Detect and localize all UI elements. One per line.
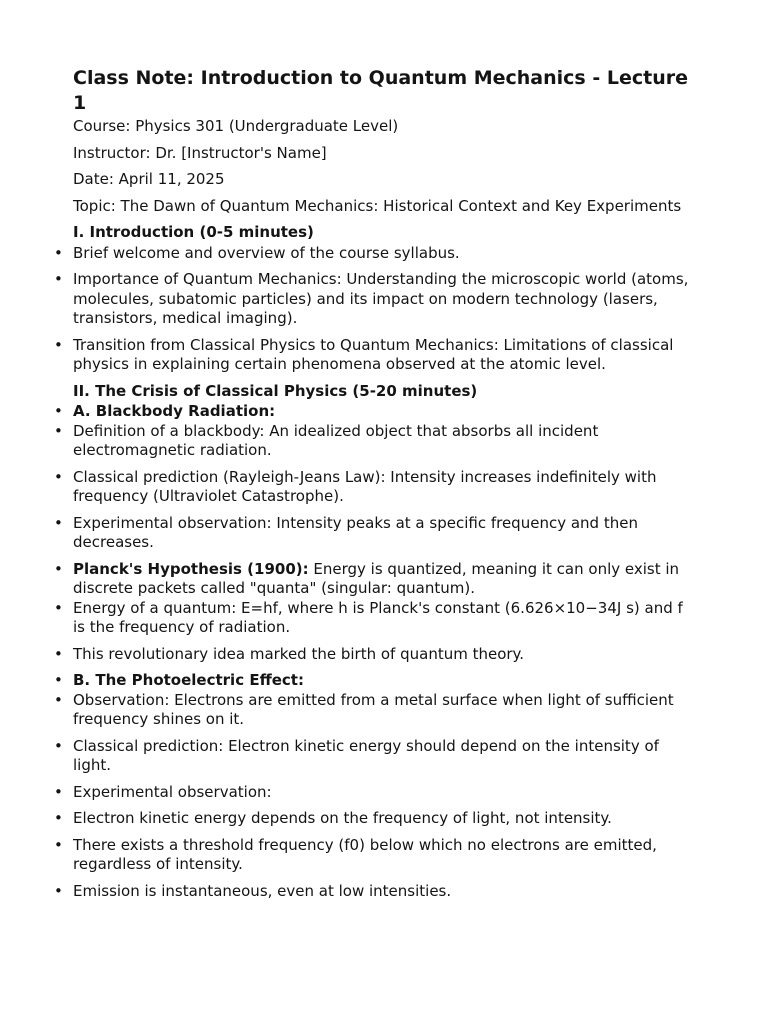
list-item: • Experimental observation: bbox=[73, 783, 698, 803]
list-item: • Energy of a quantum: E=hf, where h is Planck's constant (6.626×10−34J s) and f is the frequency of radiation. bbox=[73, 599, 698, 638]
list-item: • Emission is instantaneous, even at low intensities. bbox=[73, 882, 698, 902]
section-heading-classical-crisis: II. The Crisis of Classical Physics (5-20 minutes) bbox=[73, 381, 478, 400]
course-line: Course: Physics 301 (Undergraduate Level) bbox=[73, 117, 399, 135]
lecture-note bbox=[73, 66, 698, 901]
instructor-line: Instructor: Dr. [Instructor's Name] bbox=[73, 143, 327, 162]
list-item: • This revolutionary idea marked the birth of quantum theory. bbox=[73, 645, 698, 665]
date-line: Date: April 11, 2025 bbox=[73, 170, 225, 188]
section-heading-introduction: I. Introduction (0-5 minutes) bbox=[73, 223, 314, 241]
list-item-planck bbox=[73, 560, 698, 599]
subheading-blackbody: • A. Blackbody Radiation: bbox=[73, 402, 698, 422]
list-item: • Brief welcome and overview of the course syllabus. bbox=[73, 244, 698, 264]
list-item: • Importance of Quantum Mechanics: Understanding the microscopic world (atoms, molecules, subatomic particles) and its impact on modern technology (lasers, transistors, medical imaging). bbox=[73, 270, 698, 329]
document-title: Class Note: Introduction to Quantum Mechanics - Lecture 1 bbox=[73, 67, 688, 114]
topic-line: Topic: The Dawn of Quantum Mechanics: Historical Context and Key Experiments bbox=[73, 196, 682, 215]
planck-text: Energy is quantized, meaning it can only exist in discrete packets called "quanta" (singular: quantum). bbox=[73, 559, 680, 597]
list-item: • Experimental observation: Intensity peaks at a specific frequency and then decreases. bbox=[73, 514, 698, 553]
list-item: • Classical prediction: Electron kinetic energy should depend on the intensity of light. bbox=[73, 737, 698, 776]
list-item: • There exists a threshold frequency (f0) below which no electrons are emitted, regardless of intensity. bbox=[73, 836, 698, 875]
subheading-photoelectric: • B. The Photoelectric Effect: bbox=[73, 671, 698, 691]
list-item: • Electron kinetic energy depends on the frequency of light, not intensity. bbox=[73, 809, 698, 829]
introduction-list bbox=[73, 244, 698, 375]
classical-crisis-list bbox=[73, 402, 698, 901]
list-item: • Classical prediction (Rayleigh-Jeans Law): Intensity increases indefinitely with frequency (Ultraviolet Catastrophe). bbox=[73, 468, 698, 507]
list-item: • Transition from Classical Physics to Quantum Mechanics: Limitations of classical physics in explaining certain phenomena observed at the atomic level. bbox=[73, 336, 698, 375]
planck-label: Planck's Hypothesis (1900): bbox=[73, 559, 309, 578]
list-item: • Definition of a blackbody: An idealized object that absorbs all incident electromagnetic radiation. bbox=[73, 422, 698, 461]
list-item: • Observation: Electrons are emitted from a metal surface when light of sufficient frequency shines on it. bbox=[73, 691, 698, 730]
